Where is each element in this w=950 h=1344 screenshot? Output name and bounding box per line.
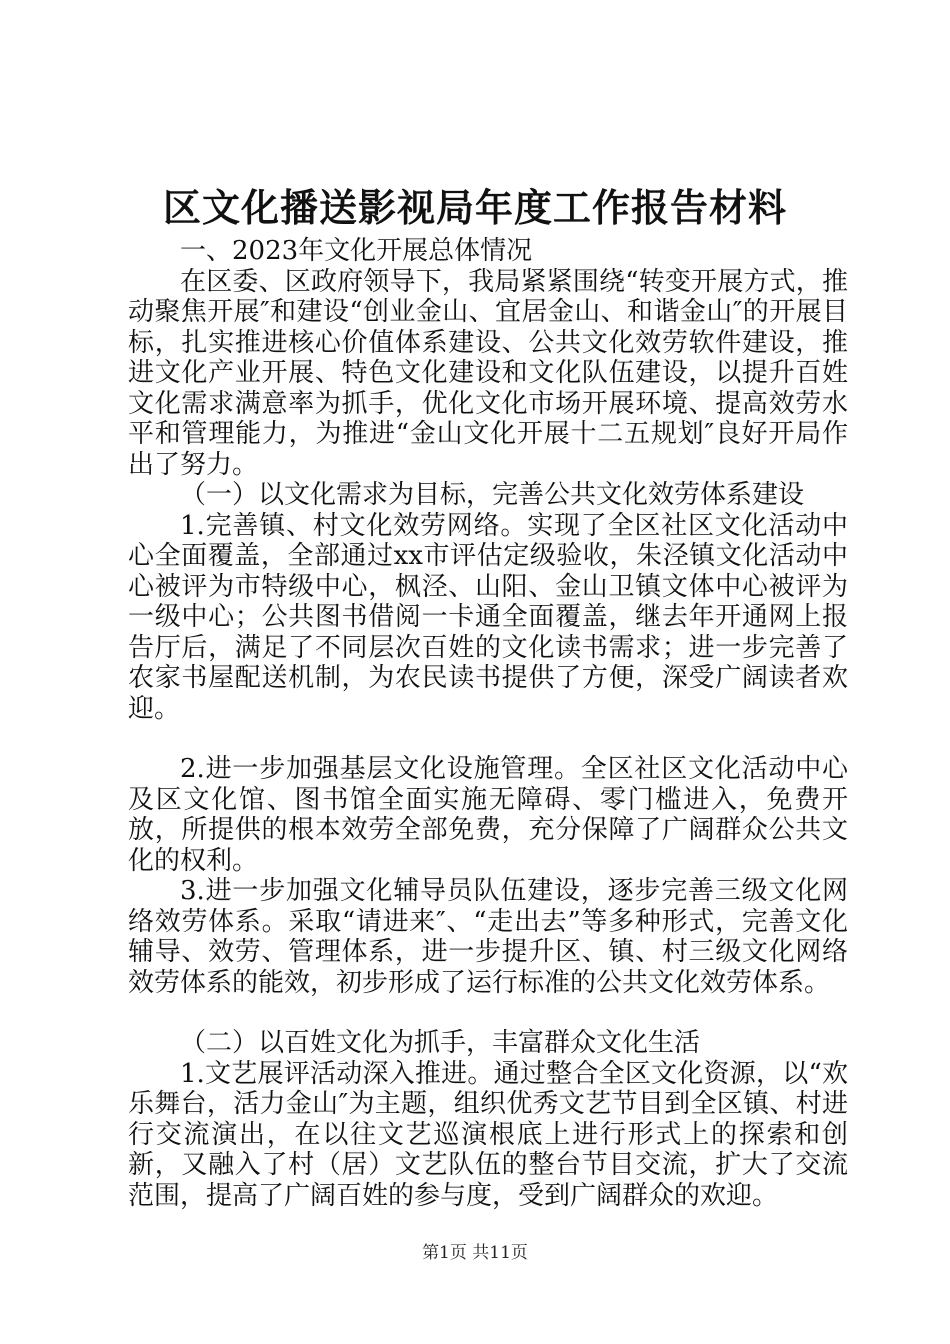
- paragraph: 在区委、区政府领导下，我局紧紧围绕“转变开展方式，推动聚焦开展″和建设“创业金山、宜居金山、和谐金山″的开展目标，扎实推进核心价值体系建设、公共文化效劳软件建设，推进文化产业开展、特色文化建设和文化队伍建设，以提升百姓文化需求满意率为抓手，优化文化市场开展环境、提高效劳水平和管理能力，为推进“金山文化开展十二五规划″良好开局作出了努力。: [128, 266, 848, 480]
- paragraph-gap: [128, 998, 848, 1028]
- paragraph: 1.文艺展评活动深入推进。通过整合全区文化资源，以“欢乐舞台，活力金山″为主题，组织优秀文艺节目到全区镇、村进行交流演出，在以往文艺巡演根底上进行形式上的探索和创新，又融入了村（居）文艺队伍的整台节目交流，扩大了交流范围，提高了广阔百姓的参与度，受到广阔群众的欢迎。: [128, 1058, 848, 1211]
- section-heading: 一、2023年文化开展总体情况: [180, 236, 533, 266]
- subsection-heading: （一）以文化需求为目标，完善公共文化效劳体系建设: [180, 480, 805, 510]
- paragraph: 3.进一步加强文化辅导员队伍建设，逐步完善三级文化网络效劳体系。采取“请进来″、“走出去”等多种形式，完善文化辅导、效劳、管理体系，进一步提升区、镇、村三级文化网络效劳体系的能效，初步形成了运行标准的公共文化效劳体系。: [128, 876, 848, 998]
- page-footer: 第1页 共11页: [422, 1243, 528, 1263]
- paragraph-gap: [128, 724, 848, 754]
- paragraph: 2.进一步加强基层文化设施管理。全区社区文化活动中心及区文化馆、图书馆全面实施无障碍、零门槛进入，免费开放，所提供的根本效劳全部免费，充分保障了广阔群众公共文化的权利。: [128, 754, 848, 876]
- document-title: 区文化播送影视局年度工作报告材料: [162, 185, 787, 230]
- document-body: [128, 236, 848, 1211]
- paragraph: 1.完善镇、村文化效劳网络。实现了全区社区文化活动中心全面覆盖，全部通过xx市评估定级验收，朱泾镇文化活动中心被评为市特级中心，枫泾、山阳、金山卫镇文体中心被评为一级中心；公共图书借阅一卡通全面覆盖，继去年开通网上报告厅后，满足了不同层次百姓的文化读书需求；进一步完善了农家书屋配送机制，为农民读书提供了方便，深受广阔读者欢迎。: [128, 510, 848, 724]
- subsection-heading: （二）以百姓文化为抓手，丰富群众文化生活: [180, 1028, 701, 1058]
